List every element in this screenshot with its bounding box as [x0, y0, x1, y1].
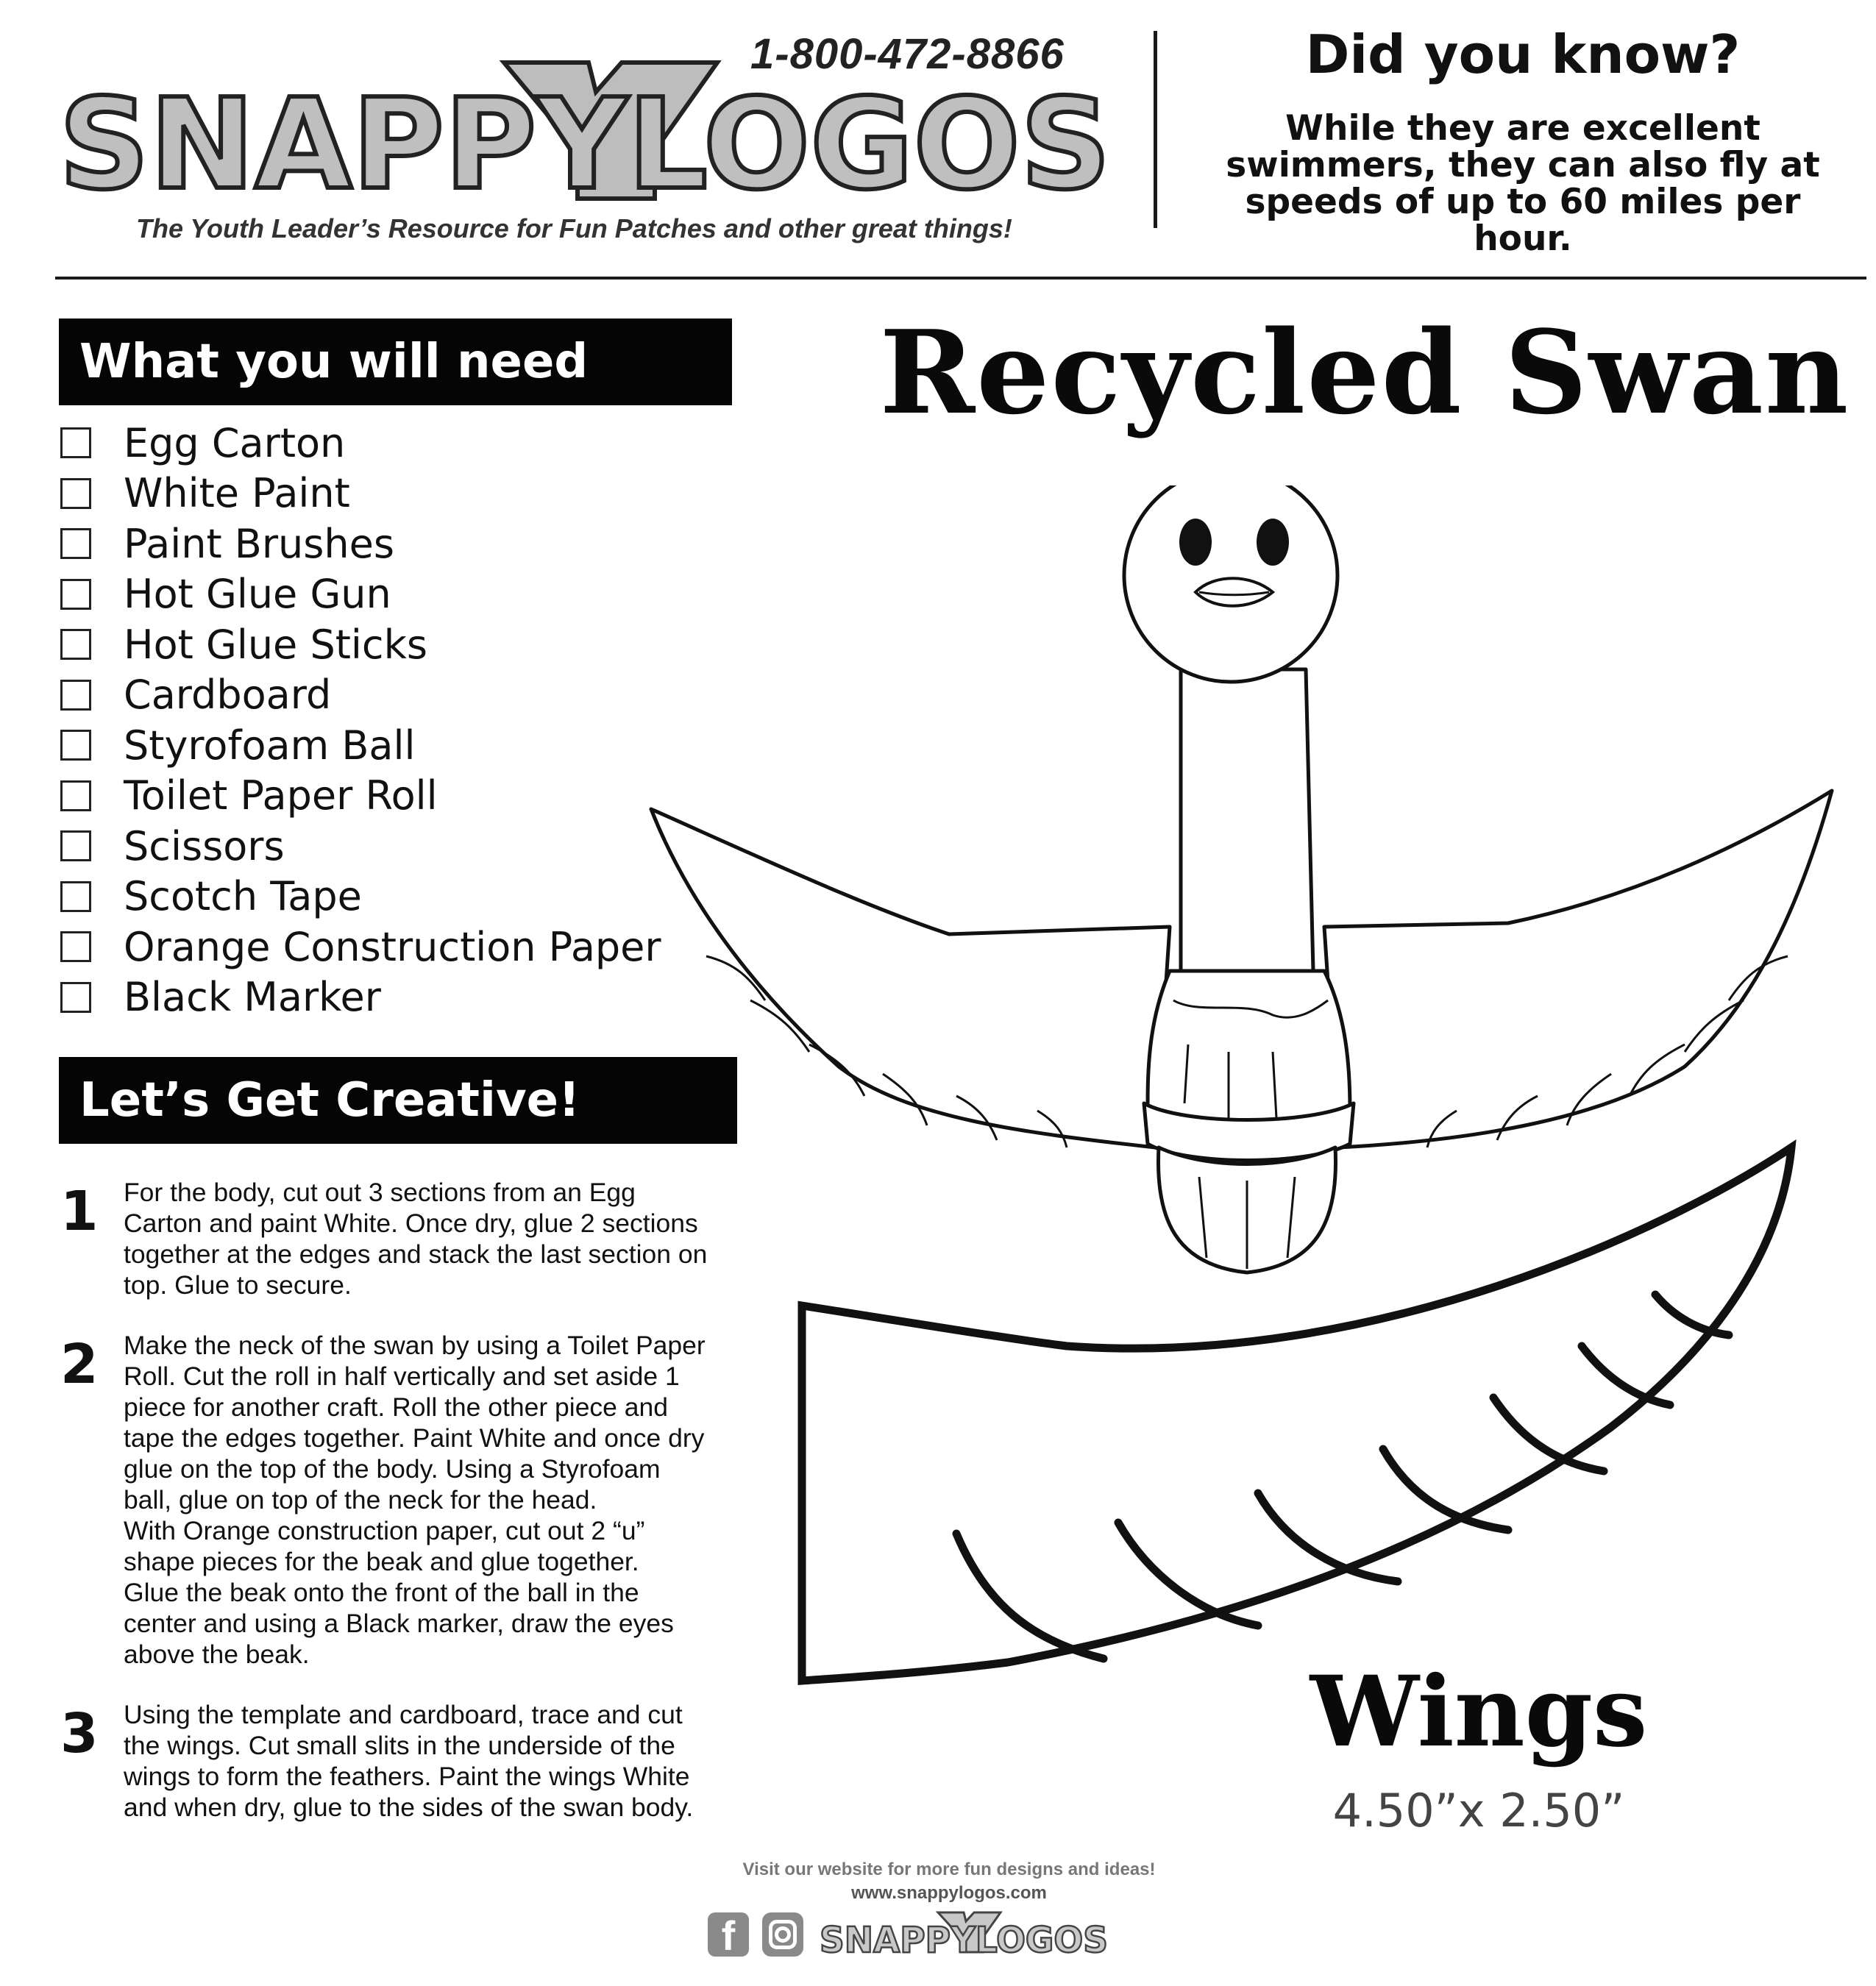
material-checkbox[interactable]	[60, 730, 91, 761]
list-item	[60, 670, 661, 721]
material-label: Hot Glue Sticks	[124, 621, 427, 668]
material-checkbox[interactable]	[60, 881, 91, 912]
list-item	[60, 972, 661, 1023]
header-rule	[55, 277, 1866, 280]
swan-upper-body	[1148, 971, 1350, 1128]
swan-left-eye	[1179, 519, 1212, 566]
material-label: Black Marker	[124, 974, 381, 1021]
instagram-icon[interactable]	[762, 1912, 803, 1957]
material-checkbox[interactable]	[60, 528, 91, 559]
wings-template-dimensions: 4.50”x 2.50”	[1332, 1784, 1625, 1837]
material-checkbox[interactable]	[60, 780, 91, 811]
list-item	[60, 418, 661, 469]
phone-number: 1-800-472-8866	[750, 30, 1065, 78]
material-checkbox[interactable]	[60, 830, 91, 861]
list-item	[60, 519, 661, 569]
list-item	[60, 619, 661, 670]
step-text: For the body, cut out 3 sections from an Egg Carton and paint White. Once dry, glue 2 sections together at the edges and stack the last section on top. Glue to secure.	[124, 1178, 708, 1300]
material-label: Styrofoam Ball	[124, 722, 416, 769]
list-item	[60, 771, 661, 822]
wings-template-label: Wings	[1310, 1655, 1648, 1769]
logo-wordmark: SNAPPYLOGOS	[59, 72, 1111, 218]
materials-heading: What you will need	[59, 318, 732, 405]
footer-website-link[interactable]: www.snappylogos.com	[851, 1883, 1047, 1903]
instructions-heading: Let’s Get Creative!	[59, 1057, 737, 1144]
step-number: 2	[60, 1333, 99, 1396]
material-checkbox[interactable]	[60, 931, 91, 962]
material-checkbox[interactable]	[60, 427, 91, 458]
step-number: 1	[60, 1180, 99, 1243]
list-item	[60, 821, 661, 872]
material-label: Scissors	[124, 822, 285, 869]
did-you-know-title: Did you know?	[1305, 24, 1741, 85]
list-item	[60, 872, 661, 922]
material-checkbox[interactable]	[60, 579, 91, 610]
swan-neck	[1181, 669, 1313, 971]
swan-right-wing	[1324, 791, 1832, 1147]
material-label: Paint Brushes	[124, 520, 394, 567]
material-label: Orange Construction Paper	[124, 923, 661, 970]
list-item	[60, 569, 661, 620]
step-number: 3	[60, 1702, 99, 1765]
list-item	[60, 922, 661, 972]
material-label: White Paint	[124, 470, 350, 517]
step-text: Make the neck of the swan by using a Toilet Paper Roll. Cut the roll in half vertically and set aside 1 piece for another craft. Roll the other piece and tape the edges together. Paint White and once dry glue on the top of the body. Using a Styrofoam ball, glue on top of the neck for the head. With Orange construction paper, cut out 2 “u” shape pieces for the beak and glue together. Glue the beak onto the front of the ball in the center and using a Black marker, draw the eyes above the beak.	[124, 1331, 706, 1669]
step-3	[60, 1699, 752, 1823]
wing-template-outline	[802, 1147, 1791, 1681]
footer-logo-wordmark: SNAPPYLOGOS	[820, 1920, 1108, 1961]
footer-message: Visit our website for more fun designs and ideas!	[742, 1859, 1156, 1879]
material-checkbox[interactable]	[60, 629, 91, 660]
swan-right-eye	[1257, 519, 1289, 566]
wings-template	[787, 1133, 1810, 1706]
page-title: Recycled Swan	[879, 305, 1850, 440]
material-label: Scotch Tape	[124, 873, 362, 920]
logo-tagline: The Youth Leader’s Resource for Fun Patches and other great things!	[136, 213, 1012, 243]
footer-logo[interactable]	[817, 1910, 1111, 1961]
step-text: Using the template and cardboard, trace and cut the wings. Cut small slits in the underside of the wings to form the feathers. Paint the wings White and when dry, glue to the sides of the swan body.	[124, 1700, 694, 1822]
material-label: Egg Carton	[124, 419, 346, 466]
header-divider	[1154, 31, 1157, 228]
list-item	[60, 720, 661, 771]
did-you-know-text: While they are excellent swimmers, they can also fly at speeds of up to 60 miles per hour.	[1226, 108, 1820, 259]
material-checkbox[interactable]	[60, 478, 91, 509]
materials-checklist	[60, 418, 661, 1022]
step-2	[60, 1330, 752, 1670]
material-label: Hot Glue Gun	[124, 571, 391, 618]
material-checkbox[interactable]	[60, 982, 91, 1013]
list-item	[60, 469, 661, 519]
material-label: Toilet Paper Roll	[124, 772, 438, 819]
material-label: Cardboard	[124, 672, 332, 719]
facebook-icon[interactable]: f	[708, 1912, 749, 1957]
material-checkbox[interactable]	[60, 680, 91, 711]
